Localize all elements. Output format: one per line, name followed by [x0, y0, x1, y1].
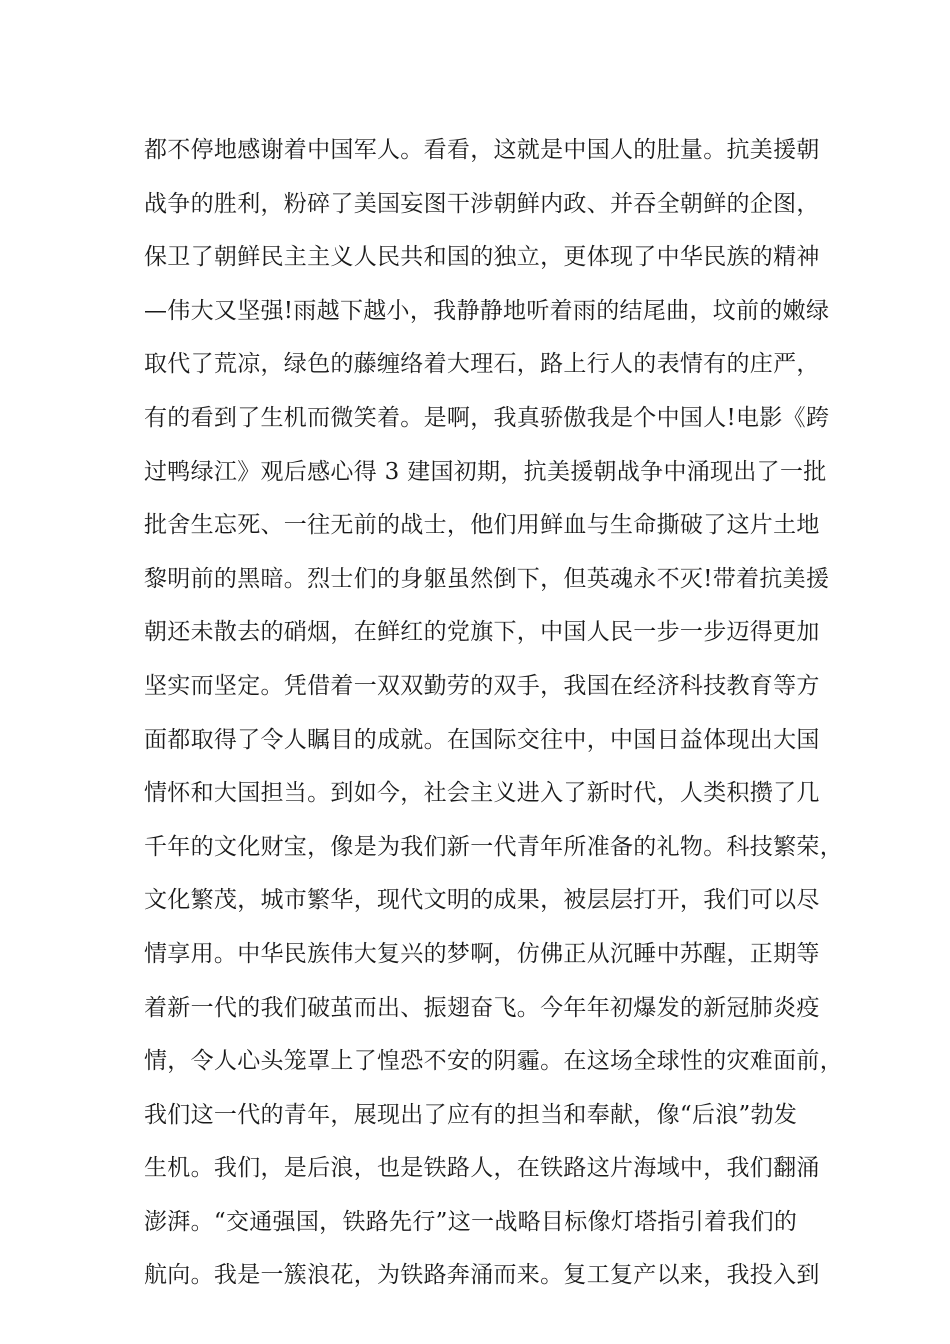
text-line: 取代了荒凉，绿色的藤缠络着大理石，路上行人的表情有的庄严， — [144, 351, 820, 378]
text-line: 坚实而坚定。凭借着一双双勤劳的双手，我国在经济科技教育等方 — [144, 672, 820, 699]
text-line: 都不停地感谢着中国军人。看看，这就是中国人的肚量。抗美援朝 — [144, 137, 820, 163]
text-line: 过鸭绿江》观后感心得 3 建国初期，抗美援朝战争中涌现出了一批 — [144, 458, 827, 485]
text-line: —伟大又坚强!雨越下越小，我静静地听着雨的结尾曲，坟前的嫩绿 — [144, 297, 830, 324]
text-line: 保卫了朝鲜民主主义人民共和国的独立，更体现了中华民族的精神 — [144, 244, 820, 271]
text-line: 生机。我们，是后浪，也是铁路人，在铁路这片海域中，我们翻涌 — [144, 1155, 820, 1182]
text-line: 有的看到了生机而微笑着。是啊，我真骄傲我是个中国人!电影《跨 — [144, 404, 830, 431]
text-line: 朝还未散去的硝烟，在鲜红的党旗下，中国人民一步一步迈得更加 — [144, 619, 820, 646]
text-line: 面都取得了令人瞩目的成就。在国际交往中，中国日益体现出大国 — [144, 726, 820, 753]
text-line: 批舍生忘死、一往无前的战士，他们用鲜血与生命撕破了这片土地 — [144, 512, 820, 539]
text-line: 情享用。中华民族伟大复兴的梦啊，仿佛正从沉睡中苏醒，正期等 — [144, 940, 820, 967]
text-line: 着新一代的我们破茧而出、振翅奋飞。今年年初爆发的新冠肺炎疫 — [144, 994, 820, 1021]
text-line: 情怀和大国担当。到如今，社会主义进入了新时代，人类积攒了几 — [144, 780, 820, 807]
text-line: 千年的文化财宝，像是为我们新一代青年所准备的礼物。科技繁荣， — [144, 833, 843, 860]
text-line: 航向。我是一簇浪花，为铁路奔涌而来。复工复产以来，我投入到 — [144, 1262, 820, 1289]
text-line: 战争的胜利，粉碎了美国妄图干涉朝鲜内政、并吞全朝鲜的企图， — [144, 190, 820, 217]
text-line: 文化繁茂，城市繁华，现代文明的成果，被层层打开，我们可以尽 — [144, 887, 820, 914]
text-line: 情，令人心头笼罩上了惶恐不安的阴霾。在这场全球性的灾难面前， — [144, 1048, 843, 1075]
text-line: 澎湃。“交通强国，铁路先行”这一战略目标像灯塔指引着我们的 — [144, 1208, 798, 1235]
text-line: 我们这一代的青年，展现出了应有的担当和奉献，像“后浪”勃发 — [144, 1101, 798, 1128]
body-text — [144, 124, 844, 1303]
text-line: 黎明前的黑暗。烈士们的身躯虽然倒下，但英魂永不灭!带着抗美援 — [144, 565, 830, 592]
